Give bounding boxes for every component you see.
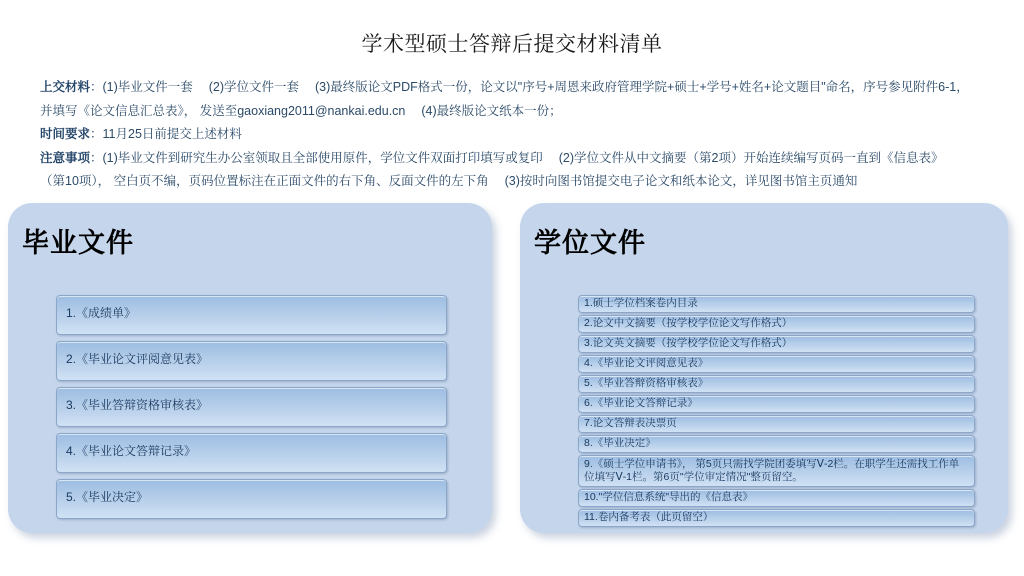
note-line-submit-materials-cont [40, 100, 992, 124]
list-item: 1.《成绩单》 [56, 295, 447, 335]
list-item: 9.《硕士学位申请书》， 第5页只需找学院团委填写Ⅴ-2栏。在职学生还需找工作单位填写Ⅴ-1栏。第6页"学位审定情况"整页留空。 [578, 455, 975, 487]
note-text: ：(1)毕业文件到研究生办公室领取且全部使用原件，学位文件双面打印填写或复印 (2)学位文件从中文摘要（第2项）开始连续编写页码一直到《信息表》 [90, 150, 944, 165]
panel-degree-title: 学位文件 [534, 228, 646, 258]
list-item: 3.《毕业答辩资格审核表》 [56, 387, 447, 427]
note-text: （第10项）， 空白页不编，页码位置标注在正面文件的右下角、反面文件的左下角 (3)按时向图书馆提交电子论文和纸本论文，详见图书馆主页通知 [40, 174, 858, 188]
panel-graduation-documents [8, 203, 492, 533]
panel-degree-documents [520, 203, 1008, 533]
list-item: 11.卷内备考表（此页留空） [578, 509, 975, 527]
note-line-time-requirement [40, 123, 992, 147]
note-text: 并填写《论文信息汇总表》， 发送至gaoxiang2011@nankai.edu.cn (4)最终版论文纸本一份； [40, 103, 562, 118]
list-item: 2.论文中文摘要（按学校学位论文写作格式） [578, 315, 975, 333]
list-item: 4.《毕业论文评阅意见表》 [578, 355, 975, 373]
list-item: 6.《毕业论文答辩记录》 [578, 395, 975, 413]
list-item: 5.《毕业决定》 [56, 479, 447, 519]
note-line-precautions [40, 147, 992, 171]
list-item: 7.论文答辩表决票页 [578, 415, 975, 433]
list-item: 4.《毕业论文答辩记录》 [56, 433, 447, 473]
note-label: 注意事项 [40, 150, 91, 165]
note-text: ：11月25日前提交上述材料 [90, 127, 242, 141]
note-label: 时间要求 [40, 127, 91, 141]
degree-document-list [578, 295, 975, 527]
notes-block [40, 76, 992, 194]
note-label: 上交材料 [40, 80, 91, 94]
panel-graduation-title: 毕业文件 [22, 228, 134, 258]
note-line-submit-materials [40, 76, 992, 100]
graduation-document-list [56, 295, 447, 519]
note-line-precautions-cont [40, 170, 992, 194]
note-text: ：(1)毕业文件一套 (2)学位文件一套 (3)最终版论文PDF格式一份，论文以"序号+周恩来政府管理学院+硕士+学号+姓名+论文题目"命名，序号参见附件6-1， [90, 80, 969, 94]
list-item: 8.《毕业决定》 [578, 435, 975, 453]
list-item: 10."学位信息系统"导出的《信息表》 [578, 489, 975, 507]
list-item: 1.硕士学位档案卷内目录 [578, 295, 975, 313]
list-item: 5.《毕业答辩资格审核表》 [578, 375, 975, 393]
list-item: 3.论文英文摘要（按学校学位论文写作格式） [578, 335, 975, 353]
list-item: 2.《毕业论文评阅意见表》 [56, 341, 447, 381]
page-title: 学术型硕士答辩后提交材料清单 [361, 33, 663, 56]
